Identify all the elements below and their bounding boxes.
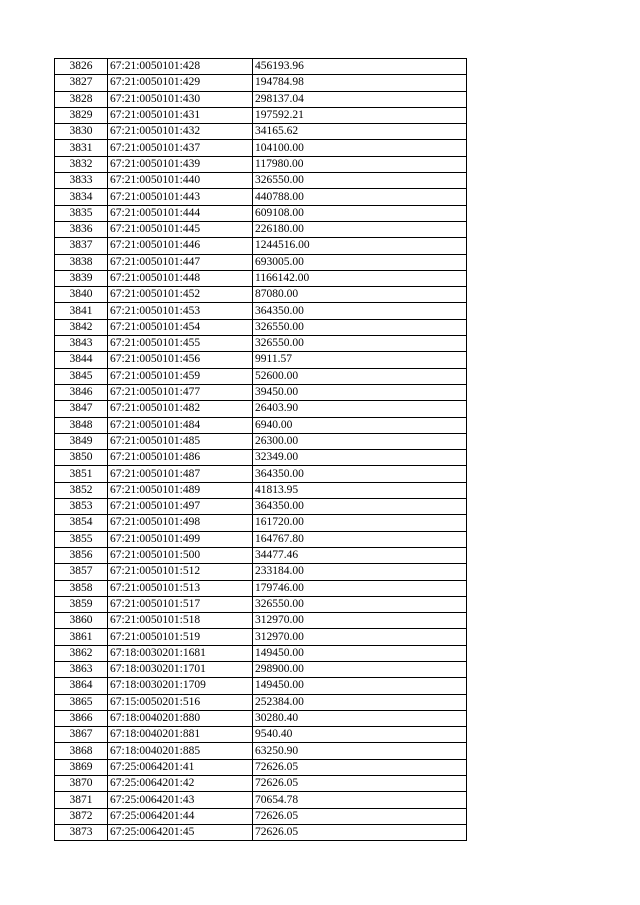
cadastral-number-cell: 67:21:0050101:477: [108, 384, 253, 400]
row-number-cell: 3859: [55, 596, 108, 612]
row-number-cell: 3848: [55, 417, 108, 433]
cadastral-number-cell: 67:21:0050101:455: [108, 336, 253, 352]
value-cell: 26300.00: [253, 433, 467, 449]
row-number-cell: 3845: [55, 368, 108, 384]
table-row: [55, 776, 467, 792]
cadastral-number-cell: 67:21:0050101:446: [108, 238, 253, 254]
table-row: [55, 59, 467, 75]
row-number-cell: 3853: [55, 499, 108, 515]
row-number-cell: 3857: [55, 564, 108, 580]
table-row: [55, 189, 467, 205]
row-number-cell: 3858: [55, 580, 108, 596]
value-cell: 72626.05: [253, 759, 467, 775]
table-row: [55, 743, 467, 759]
cadastral-number-cell: 67:25:0064201:45: [108, 824, 253, 840]
table-row: [55, 759, 467, 775]
row-number-cell: 3844: [55, 352, 108, 368]
table-row: [55, 75, 467, 91]
table-row: [55, 156, 467, 172]
table-row: [55, 140, 467, 156]
row-number-cell: 3869: [55, 759, 108, 775]
cadastral-number-cell: 67:21:0050101:517: [108, 596, 253, 612]
row-number-cell: 3835: [55, 205, 108, 221]
value-cell: 364350.00: [253, 466, 467, 482]
value-cell: 41813.95: [253, 482, 467, 498]
table-row: [55, 515, 467, 531]
cadastral-number-cell: 67:21:0050101:444: [108, 205, 253, 221]
cadastral-number-cell: 67:25:0064201:43: [108, 792, 253, 808]
cadastral-number-cell: 67:18:0040201:881: [108, 727, 253, 743]
cadastral-number-cell: 67:21:0050101:439: [108, 156, 253, 172]
row-number-cell: 3849: [55, 433, 108, 449]
row-number-cell: 3831: [55, 140, 108, 156]
value-cell: 226180.00: [253, 221, 467, 237]
table-row: [55, 401, 467, 417]
value-cell: 179746.00: [253, 580, 467, 596]
cadastral-number-cell: 67:21:0050101:459: [108, 368, 253, 384]
table-row: [55, 580, 467, 596]
row-number-cell: 3873: [55, 824, 108, 840]
table-row: [55, 319, 467, 335]
row-number-cell: 3861: [55, 629, 108, 645]
row-number-cell: 3868: [55, 743, 108, 759]
cadastral-number-cell: 67:18:0040201:885: [108, 743, 253, 759]
value-cell: 197592.21: [253, 107, 467, 123]
cadastral-number-cell: 67:21:0050101:519: [108, 629, 253, 645]
row-number-cell: 3839: [55, 270, 108, 286]
row-number-cell: 3856: [55, 547, 108, 563]
value-cell: 326550.00: [253, 596, 467, 612]
value-cell: 440788.00: [253, 189, 467, 205]
cadastral-number-cell: 67:18:0030201:1701: [108, 661, 253, 677]
row-number-cell: 3842: [55, 319, 108, 335]
value-cell: 149450.00: [253, 678, 467, 694]
value-cell: 298900.00: [253, 661, 467, 677]
table-row: [55, 710, 467, 726]
table-row: [55, 727, 467, 743]
row-number-cell: 3850: [55, 450, 108, 466]
value-cell: 70654.78: [253, 792, 467, 808]
cadastral-number-cell: 67:21:0050101:485: [108, 433, 253, 449]
cadastral-value-table: [54, 58, 467, 841]
value-cell: 72626.05: [253, 776, 467, 792]
value-cell: 26403.90: [253, 401, 467, 417]
cadastral-number-cell: 67:21:0050101:512: [108, 564, 253, 580]
table-row: [55, 499, 467, 515]
table-row: [55, 221, 467, 237]
table-row: [55, 450, 467, 466]
row-number-cell: 3837: [55, 238, 108, 254]
row-number-cell: 3830: [55, 124, 108, 140]
row-number-cell: 3834: [55, 189, 108, 205]
value-cell: 456193.96: [253, 59, 467, 75]
cadastral-number-cell: 67:21:0050101:489: [108, 482, 253, 498]
table-row: [55, 124, 467, 140]
table-row: [55, 352, 467, 368]
row-number-cell: 3852: [55, 482, 108, 498]
table-row: [55, 336, 467, 352]
table-row: [55, 531, 467, 547]
value-cell: 72626.05: [253, 824, 467, 840]
cadastral-number-cell: 67:21:0050101:445: [108, 221, 253, 237]
cadastral-number-cell: 67:21:0050101:429: [108, 75, 253, 91]
value-cell: 364350.00: [253, 499, 467, 515]
value-cell: 326550.00: [253, 336, 467, 352]
cadastral-number-cell: 67:25:0064201:44: [108, 808, 253, 824]
value-cell: 233184.00: [253, 564, 467, 580]
table-row: [55, 433, 467, 449]
table-body: [55, 59, 467, 841]
row-number-cell: 3833: [55, 173, 108, 189]
table-row: [55, 287, 467, 303]
cadastral-number-cell: 67:21:0050101:430: [108, 91, 253, 107]
value-cell: 194784.98: [253, 75, 467, 91]
table-row: [55, 91, 467, 107]
cadastral-number-cell: 67:18:0040201:880: [108, 710, 253, 726]
row-number-cell: 3840: [55, 287, 108, 303]
value-cell: 364350.00: [253, 303, 467, 319]
value-cell: 63250.90: [253, 743, 467, 759]
table-row: [55, 629, 467, 645]
value-cell: 149450.00: [253, 645, 467, 661]
table-row: [55, 482, 467, 498]
row-number-cell: 3854: [55, 515, 108, 531]
cadastral-number-cell: 67:21:0050101:518: [108, 613, 253, 629]
cadastral-number-cell: 67:21:0050101:499: [108, 531, 253, 547]
table-row: [55, 384, 467, 400]
cadastral-number-cell: 67:21:0050101:453: [108, 303, 253, 319]
cadastral-number-cell: 67:21:0050101:428: [108, 59, 253, 75]
row-number-cell: 3862: [55, 645, 108, 661]
row-number-cell: 3864: [55, 678, 108, 694]
value-cell: 693005.00: [253, 254, 467, 270]
row-number-cell: 3851: [55, 466, 108, 482]
value-cell: 161720.00: [253, 515, 467, 531]
cadastral-number-cell: 67:21:0050101:431: [108, 107, 253, 123]
cadastral-number-cell: 67:21:0050101:498: [108, 515, 253, 531]
table-row: [55, 678, 467, 694]
cadastral-number-cell: 67:25:0064201:41: [108, 759, 253, 775]
table-row: [55, 596, 467, 612]
row-number-cell: 3863: [55, 661, 108, 677]
cadastral-number-cell: 67:21:0050101:456: [108, 352, 253, 368]
value-cell: 9911.57: [253, 352, 467, 368]
value-cell: 9540.40: [253, 727, 467, 743]
value-cell: 326550.00: [253, 173, 467, 189]
row-number-cell: 3846: [55, 384, 108, 400]
value-cell: 34477.46: [253, 547, 467, 563]
value-cell: 326550.00: [253, 319, 467, 335]
row-number-cell: 3836: [55, 221, 108, 237]
value-cell: 1166142.00: [253, 270, 467, 286]
row-number-cell: 3828: [55, 91, 108, 107]
table-row: [55, 808, 467, 824]
value-cell: 1244516.00: [253, 238, 467, 254]
table-row: [55, 792, 467, 808]
cadastral-number-cell: 67:21:0050101:437: [108, 140, 253, 156]
table-row: [55, 824, 467, 840]
row-number-cell: 3832: [55, 156, 108, 172]
cadastral-number-cell: 67:25:0064201:42: [108, 776, 253, 792]
value-cell: 32349.00: [253, 450, 467, 466]
value-cell: 117980.00: [253, 156, 467, 172]
cadastral-number-cell: 67:21:0050101:497: [108, 499, 253, 515]
cadastral-number-cell: 67:21:0050101:448: [108, 270, 253, 286]
table-row: [55, 661, 467, 677]
row-number-cell: 3843: [55, 336, 108, 352]
table-row: [55, 613, 467, 629]
cadastral-number-cell: 67:21:0050101:443: [108, 189, 253, 205]
value-cell: 298137.04: [253, 91, 467, 107]
row-number-cell: 3866: [55, 710, 108, 726]
row-number-cell: 3826: [55, 59, 108, 75]
value-cell: 104100.00: [253, 140, 467, 156]
row-number-cell: 3867: [55, 727, 108, 743]
row-number-cell: 3865: [55, 694, 108, 710]
table-row: [55, 417, 467, 433]
row-number-cell: 3841: [55, 303, 108, 319]
value-cell: 30280.40: [253, 710, 467, 726]
table-row: [55, 645, 467, 661]
cadastral-number-cell: 67:21:0050101:440: [108, 173, 253, 189]
cadastral-number-cell: 67:18:0030201:1709: [108, 678, 253, 694]
table-row: [55, 205, 467, 221]
value-cell: 312970.00: [253, 629, 467, 645]
row-number-cell: 3847: [55, 401, 108, 417]
table-row: [55, 303, 467, 319]
cadastral-number-cell: 67:21:0050101:454: [108, 319, 253, 335]
cadastral-number-cell: 67:21:0050101:482: [108, 401, 253, 417]
cadastral-number-cell: 67:21:0050101:487: [108, 466, 253, 482]
table-row: [55, 368, 467, 384]
table-row: [55, 254, 467, 270]
table-row: [55, 238, 467, 254]
cadastral-number-cell: 67:21:0050101:513: [108, 580, 253, 596]
row-number-cell: 3871: [55, 792, 108, 808]
cadastral-number-cell: 67:15:0050201:516: [108, 694, 253, 710]
cadastral-number-cell: 67:18:0030201:1681: [108, 645, 253, 661]
table-row: [55, 547, 467, 563]
row-number-cell: 3827: [55, 75, 108, 91]
table-row: [55, 564, 467, 580]
table-row: [55, 173, 467, 189]
row-number-cell: 3838: [55, 254, 108, 270]
table-row: [55, 466, 467, 482]
row-number-cell: 3860: [55, 613, 108, 629]
row-number-cell: 3829: [55, 107, 108, 123]
table-row: [55, 694, 467, 710]
table-row: [55, 107, 467, 123]
value-cell: 87080.00: [253, 287, 467, 303]
value-cell: 39450.00: [253, 384, 467, 400]
cadastral-number-cell: 67:21:0050101:500: [108, 547, 253, 563]
row-number-cell: 3855: [55, 531, 108, 547]
table-row: [55, 270, 467, 286]
value-cell: 312970.00: [253, 613, 467, 629]
cadastral-number-cell: 67:21:0050101:447: [108, 254, 253, 270]
value-cell: 34165.62: [253, 124, 467, 140]
cadastral-number-cell: 67:21:0050101:452: [108, 287, 253, 303]
cadastral-number-cell: 67:21:0050101:432: [108, 124, 253, 140]
value-cell: 252384.00: [253, 694, 467, 710]
cadastral-number-cell: 67:21:0050101:486: [108, 450, 253, 466]
value-cell: 164767.80: [253, 531, 467, 547]
cadastral-number-cell: 67:21:0050101:484: [108, 417, 253, 433]
value-cell: 72626.05: [253, 808, 467, 824]
value-cell: 6940.00: [253, 417, 467, 433]
value-cell: 609108.00: [253, 205, 467, 221]
value-cell: 52600.00: [253, 368, 467, 384]
row-number-cell: 3872: [55, 808, 108, 824]
row-number-cell: 3870: [55, 776, 108, 792]
